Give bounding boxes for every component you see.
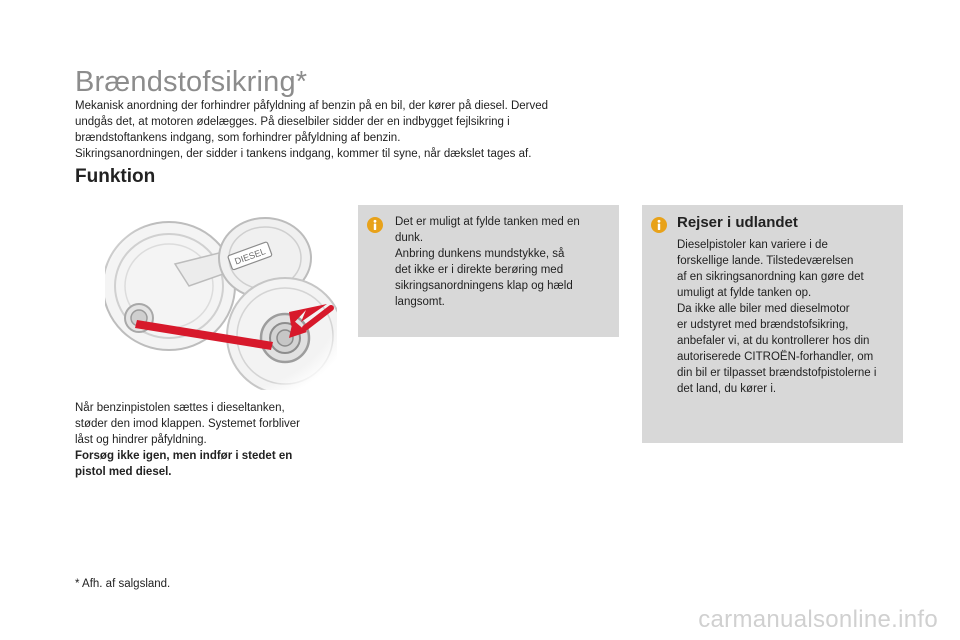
info-line: er udstyret med brændstofsikring, <box>677 319 849 331</box>
fuel-filler-illustration <box>105 208 337 390</box>
info-line: autoriserede CITROËN-forhandler, om <box>677 351 874 363</box>
intro-line: undgås det, at motoren ødelægges. På dieselbiler sidder der en indbygget fejlsikring i <box>75 116 510 128</box>
info-icon <box>367 217 383 233</box>
caption-warning-line: Forsøg ikke igen, men indfør i stedet en <box>75 450 293 462</box>
info-line: Anbring dunkens mundstykke, så <box>395 248 565 260</box>
info-line: det land, du kører i. <box>677 383 777 395</box>
info-line: Da ikke alle biler med dieselmotor <box>677 303 850 315</box>
info-line: dunk. <box>395 232 424 244</box>
info-icon <box>651 217 667 233</box>
info-line: Det er muligt at fylde tanken med en <box>395 216 580 228</box>
page-title: Brændstofsikring* <box>75 66 308 98</box>
info-line: sikringsanordningens klap og hæld <box>395 280 573 292</box>
info-box-title: Rejser i udlandet <box>677 214 798 231</box>
info-line: af en sikringsanordning kan gøre det <box>677 271 864 283</box>
info-line: forskellige lande. Tilstedeværelsen <box>677 255 854 267</box>
info-box-jerrycan <box>358 205 619 337</box>
fuel-filler-drawing <box>105 208 337 390</box>
intro-line: brændstoftankens indgang, som forhindrer påfyldning af benzin. <box>75 132 401 144</box>
info-line: umuligt at fylde tanken op. <box>677 287 812 299</box>
caption-warning-line: pistol med diesel. <box>75 466 172 478</box>
footnote: * Afh. af salgsland. <box>75 578 171 590</box>
caption-line: Når benzinpistolen sættes i dieseltanken, <box>75 402 285 414</box>
section-title: Funktion <box>75 166 156 187</box>
info-line: din bil er tilpasset brændstofpistolerne i <box>677 367 877 379</box>
info-line: det ikke er i direkte berøring med <box>395 264 564 276</box>
info-line: anbefaler vi, at du kontrollerer hos din <box>677 335 870 347</box>
info-box-text <box>395 214 605 310</box>
intro-line: Sikringsanordningen, der sidder i tankens indgang, kommer til syne, når dækslet tages af. <box>75 148 532 160</box>
info-box-travel-abroad <box>642 205 903 443</box>
caption-line: støder den imod klappen. Systemet forbliver <box>75 418 300 430</box>
watermark: carmanualsonline.info <box>698 606 938 633</box>
caption-line: låst og hindrer påfyldning. <box>75 434 207 446</box>
figure-caption <box>75 400 335 480</box>
info-box-text <box>677 237 893 397</box>
intro-line: Mekanisk anordning der forhindrer påfyldning af benzin på en bil, der kører på diesel. Derved <box>75 100 549 112</box>
info-line: Dieselpistoler kan variere i de <box>677 239 828 251</box>
intro-paragraph <box>75 98 605 162</box>
info-line: langsomt. <box>395 296 445 308</box>
